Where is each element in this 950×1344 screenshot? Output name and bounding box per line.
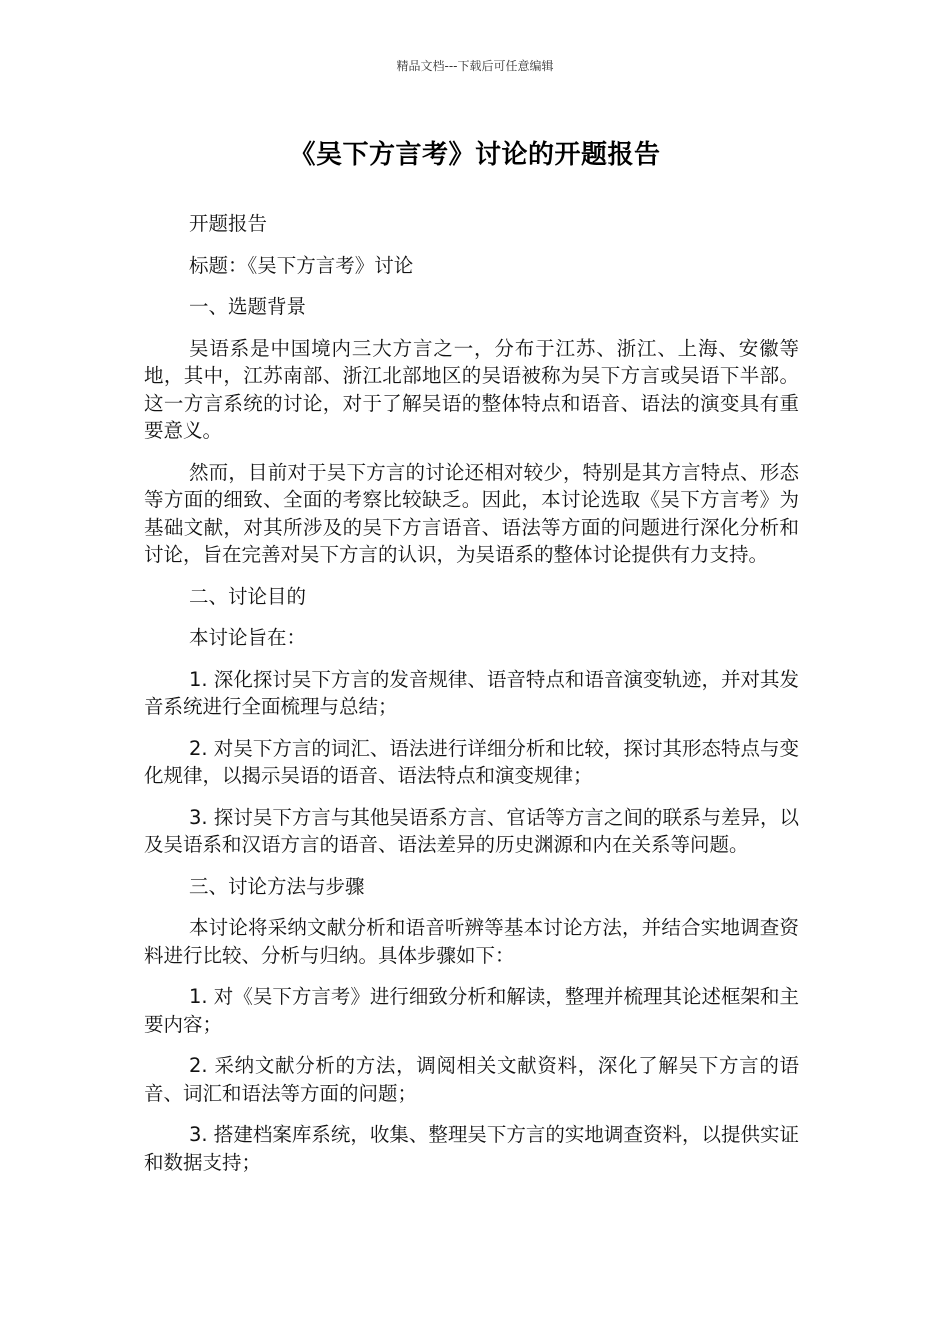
section-heading-purpose: 二、讨论目的: [189, 584, 307, 608]
paragraph-report-label: 开题报告: [189, 212, 268, 235]
section-heading-methods: 三、讨论方法与步骤: [189, 874, 365, 898]
paragraph: 然而，目前对于吴下方言的讨论还相对较少，特别是其方言特点、形态等方面的细致、全面的考察比较缺乏。因此，本讨论选取《吴下方言考》为基础文献，对其所涉及的吴下方言语音、语法等方面的问题进行深化分析和讨论，旨在完善对吴下方言的认识，为吴语系的整体讨论提供有力支持。: [144, 460, 799, 566]
document-body: [144, 210, 799, 1190]
list-item: 3. 探讨吴下方言与其他吴语系方言、官话等方言之间的联系与差异，以及吴语系和汉语方言的语音、语法差异的历史渊源和内在关系等问题。: [144, 805, 799, 856]
list-item: 3. 搭建档案库系统，收集、整理吴下方言的实地调查资料，以提供实证和数据支持；: [144, 1123, 799, 1174]
list-item: 1. 对《吴下方言考》进行细致分析和解读，整理并梳理其论述框架和主要内容；: [144, 985, 799, 1036]
paragraph-topic: 标题：《吴下方言考》讨论: [189, 253, 414, 277]
paragraph: 吴语系是中国境内三大方言之一，分布于江苏、浙江、上海、安徽等地，其中，江苏南部、浙江北部地区的吴语被称为吴下方言或吴语下半部。这一方言系统的讨论，对于了解吴语的整体特点和语音、语法的演变具有重要意义。: [144, 336, 799, 442]
section-heading-background: 一、选题背景: [189, 295, 307, 318]
header-note: 精品文档---下载后可任意编辑: [396, 59, 554, 73]
paragraph: 本讨论旨在：: [189, 626, 307, 649]
list-item: 1. 深化探讨吴下方言的发音规律、语音特点和语音演变轨迹，并对其发音系统进行全面梳理与总结；: [144, 667, 799, 718]
paragraph: 本讨论将采纳文献分析和语音听辨等基本讨论方法，并结合实地调查资料进行比较、分析与归纳。具体步骤如下：: [144, 916, 799, 967]
document-title: 《吴下方言考》讨论的开题报告: [289, 140, 661, 170]
list-item: 2. 采纳文献分析的方法，调阅相关文献资料，深化了解吴下方言的语音、词汇和语法等方面的问题；: [144, 1054, 799, 1105]
list-item: 2. 对吴下方言的词汇、语法进行详细分析和比较，探讨其形态特点与变化规律，以揭示吴语的语音、语法特点和演变规律；: [144, 736, 799, 787]
